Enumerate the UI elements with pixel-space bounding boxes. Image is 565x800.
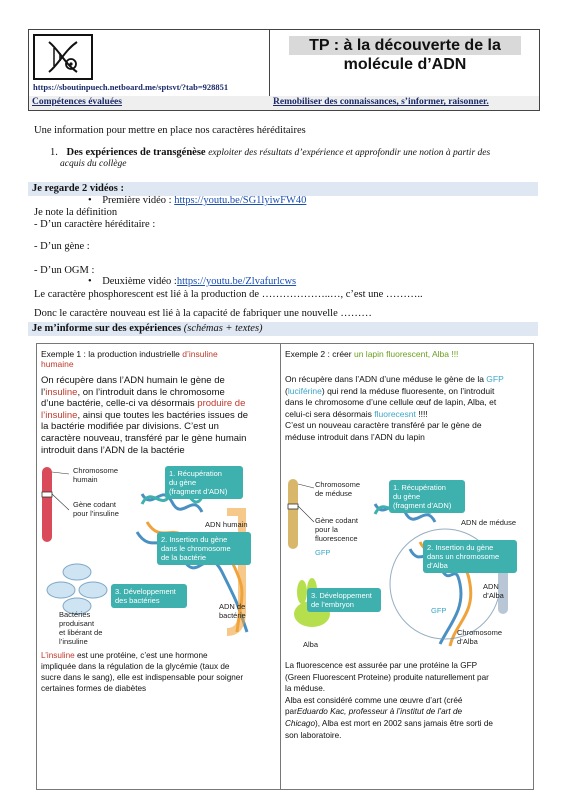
video-1 [88,194,306,207]
ex1-title [41,349,277,369]
ex2-label-adn-meduse: ADN de méduse [461,518,517,527]
ex2-label-gene: Gène codant pour la fluorescence [315,516,358,543]
page-title [289,36,521,74]
ex1-title-a: Exemple 1 : la production industrielle [41,349,183,359]
logo [33,34,93,80]
ex2-label-alba: Alba [303,640,319,649]
section-videos-label: Je regarde 2 vidéos : [32,183,124,194]
ex1-c-line: certaines formes de diabètes [41,684,147,693]
ex1-line [41,410,277,422]
ex2-title [285,349,529,359]
section-exp-sub: (schémas + textes) [183,323,263,334]
ex2-label-adn-alba: ADN d’Alba [483,582,504,600]
ex1-title-b: d’insuline [182,349,218,359]
video-1-label: Première vidéo : [102,195,175,206]
ex1-p3a: d’une bactérie, celle-ci va désormais [41,398,198,410]
item-1-italic-2: acquis du collège [60,159,127,169]
video-2 [88,275,296,288]
ex2-label-chromosome: Chromosome de méduse [315,480,361,498]
ex2-line [285,374,531,386]
ex2-c-line: Alba est considéré comme une œuvre d’art (créé [285,695,463,705]
ex1-chromosome [42,467,52,542]
ex2-c6a: Chicago [285,718,316,728]
ex2-line [285,409,531,421]
ex2-c-line: la méduse. [285,684,326,694]
examples-box [36,343,534,790]
ex2-c-line [285,706,531,718]
phrase-2: Donc le caractère nouveau est lié à la capacité de fabriquer une nouvelle ……… [34,308,372,319]
ex1-p2b: insuline [45,386,78,398]
item-1-number: 1. [50,147,58,158]
ex2-paragraph [285,374,531,444]
header-table [28,29,540,97]
ex1-line [41,398,277,410]
ex1-line [41,387,277,399]
ex2-p2b: luciférine [287,385,322,396]
ex1-c-line [41,650,279,661]
ex2-c-line: son laboratoire. [285,730,342,740]
ex2-c6b: ), Alba est mort en 2002 sans jamais être sorti de [315,718,493,728]
ex2-label-gfp-2: GFP [431,606,447,615]
ex2-label-chromosome-alba: Chromosome d’Alba [457,628,503,646]
ex2-step-2: 2. Insertion du gène dans un chromosome d’Alba [423,540,517,573]
ex2-label-gfp: GFP [315,548,331,557]
ex1-c1a: L’insuline [41,651,75,660]
ex1-c-line: sucre dans le sang), elle est indispensable pour soigner [41,673,244,682]
ex1-title-c: humaine [41,359,74,369]
ex1-paragraph [41,375,277,456]
bacteria-icon [63,564,91,580]
competences-value: Remobiliser des connaissances, s’informer, raisonner. [273,97,489,107]
ex1-p3b: produire de [197,398,246,410]
bullet-icon: • [88,276,103,287]
ex2-chromosome [288,479,298,549]
ex1-label-chromosome: Chromosome humain [73,466,119,484]
dna-logo-icon [35,36,91,78]
title-line-2: molécule d’ADN [343,56,467,73]
ex2-c-line: (Green Fluorescent Proteine) produite naturellement par [285,672,489,682]
ex2-step-3: 3. Développement de l’embryon [307,588,381,612]
ex1-p4a: l’insuline [41,409,78,421]
ex2-c5a: par [285,707,297,717]
video-1-link[interactable]: https://youtu.be/SG1lyiwFW40 [174,195,307,206]
ex1-p2c: , on l’introduit dans le chromosome [77,386,225,398]
ex1-line: introduit dans l’ADN de la bactérie [41,444,185,456]
ex1-step-3: 3. Développement des bactéries [111,584,187,608]
video-2-label: Deuxième vidéo : [102,276,177,287]
def-gene: - D’un gène : [34,241,90,252]
ex2-c5b: Eduardo Kac, professeur à l’institut de l’art de [296,707,463,717]
item-1-bold: Des expériences de transgénèse [66,147,206,158]
ex2-line: méduse introduit dans l’ADN du lapin [285,431,425,442]
section-exp-label: Je m’informe sur des expériences [32,323,182,334]
header-divider [269,30,270,96]
ex1-step-1: 1. Récupération du gène (fragment d’ADN) [165,466,243,499]
ex1-line: On récupère dans l’ADN humain le gène de [41,375,225,386]
note-def: Je note la définition [34,207,118,218]
header-url[interactable]: https://sboutinpuech.netboard.me/sptsvt/?tab=928851 [33,82,229,92]
ex1-line: la bactérie modifiée par divisions. C’est un [41,421,219,433]
ex1-label-adn-humain: ADN humain [205,520,248,529]
ex2-conclusion [285,660,531,741]
intro-text: Une information pour mettre en place nos caractères héréditaires [34,125,306,136]
ex1-p2a: l’ [41,386,46,398]
section-experiences [28,322,538,336]
title-line-1: TP : à la découverte de la [289,36,521,55]
ex1-c-line: impliquée dans la régulation de la glycémie (taux de [41,662,230,671]
competences-label: Compétences évaluées [32,97,122,107]
ex1-label-gene: Gène codant pour l’insuline [73,500,119,518]
ex1-conclusion [41,650,279,694]
bullet-icon: • [88,195,103,206]
ex2-line [285,386,531,398]
ex2-line: C’est un nouveau caractère transféré par le gène de [285,420,482,431]
ex1-label-adn-bacterie: ADN de bactérie [219,602,246,620]
ex1-c1b: est une protéine, c’est une hormone [74,651,208,660]
video-2-link[interactable]: https://youtu.be/Zlvafurlcws [176,276,297,287]
ex2-p1a: On récupère dans l’ADN d’une méduse le gène de la [285,374,487,384]
def-caractere: - D’un caractère héréditaire : [34,219,156,230]
item-1-italic: exploiter des résultats d’expérience et approfondir une notion à partir des [208,148,491,158]
ex2-c-line [285,718,531,730]
ex2-line: dans le chromosome d’une cellule œuf de lapin, Alba, et [285,397,497,408]
ex2-p4b: fluorecesnt [374,408,416,419]
phrase-1: Le caractère phosphorescent est lié à la production de ………………..…, c’est une ……….. [34,289,423,300]
ex1-line: caractère nouveau, transféré par le gène humain [41,432,247,444]
competences-row [28,96,540,111]
ex2-p1b: GFP [486,374,504,384]
ex2-step-1: 1. Récupération du gène (fragment d’ADN) [389,480,465,513]
ex1-step-2: 2. Insertion du gène dans le chromosome de la bactérie [157,532,251,565]
ex2-p4a: celui-ci sera désormais [285,408,375,419]
ex2-title-b: un lapin fluorescent, Alba !!! [353,349,459,359]
ex2-p2c: ) qui rend la méduse fluoresente, on l’introduit [321,385,495,396]
ex1-p4b: , ainsi que toutes les bactéries issues de [77,409,249,421]
def-ogm: - D’un OGM : [34,265,95,276]
ex2-p2a: ( [285,385,288,396]
ex2-c-line: La fluorescence est assurée par une protéine la GFP [285,661,478,670]
ex2-p4c: !!!! [415,408,428,419]
ex1-label-bacteries: Bactéries produisant et libérant de l’insuline [59,610,103,646]
ex2-title-a: Exemple 2 : créer [285,349,354,359]
